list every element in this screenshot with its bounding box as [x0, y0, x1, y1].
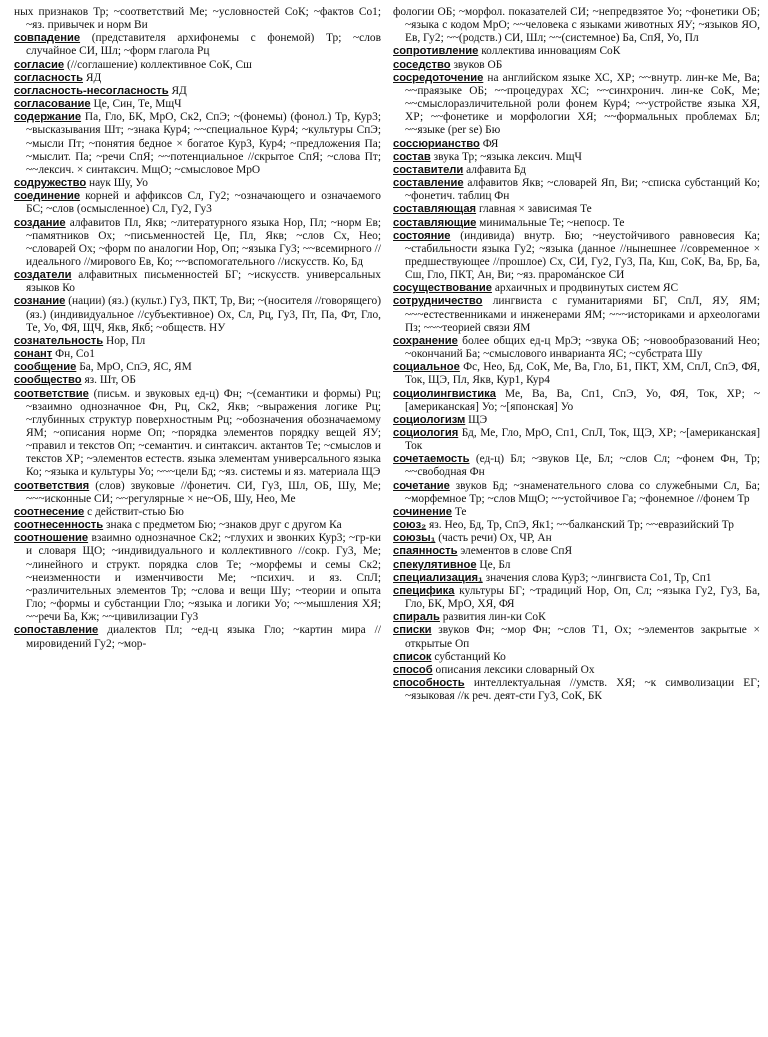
- entry-text: Те: [454, 505, 467, 518]
- entry-headword: способность: [393, 676, 465, 689]
- entry-text: значения слова Кур3; ~лингвиста Со1, Тр, Сп1: [485, 571, 712, 584]
- index-entry: [393, 572, 760, 585]
- entry-headword: сочетаемость: [393, 453, 470, 466]
- entry-headword: сосредоточение: [393, 71, 484, 84]
- entry-headword: состояние: [393, 229, 451, 242]
- index-entry: [14, 269, 381, 295]
- entry-headword: сохранение: [393, 334, 458, 347]
- entry-text: Фн, Со1: [55, 348, 95, 361]
- index-entry: [393, 664, 760, 677]
- entry-headword: совпадение: [14, 32, 81, 45]
- entry-headword: составители: [393, 163, 464, 176]
- entry-headword: составляющие: [393, 216, 477, 229]
- entry-text: архаичных и продвинутых систем ЯС: [494, 282, 679, 295]
- entry-headword: согласие: [14, 58, 65, 71]
- index-entry: [14, 295, 381, 334]
- index-entry: [393, 72, 760, 138]
- index-entry: [14, 388, 381, 480]
- entry-text: звуков Бд; ~знаменательного слова со служебными Сл, Ба; ~морфемное Тр; ~слов МщО; ~~устойчивое Га; ~фонемное //фонем Тр: [405, 479, 760, 505]
- entry-headword: сообщение: [14, 361, 77, 374]
- index-entry: [14, 335, 381, 348]
- index-entry: [14, 6, 381, 32]
- entry-text: (часть речи) Ох, ЧР, Ан: [438, 532, 552, 545]
- entry-headword: списки: [393, 624, 432, 637]
- entry-text: коллектива инновациям СоК: [481, 45, 621, 58]
- index-entry: [393, 651, 760, 664]
- index-entry: [14, 32, 381, 58]
- index-entry: [14, 532, 381, 624]
- entry-headword: соответствие: [14, 387, 89, 400]
- entry-headword: соотнесение: [14, 505, 85, 518]
- index-entry: [393, 45, 760, 58]
- entry-text: (письм. и звуковых ед-ц) Фн; ~(семантики и формы) Рц; ~взаимно однозначное Фн, Рц, Ск2, Якв; ~выражения логике Рц; ~глубинных структур поверхностным Рц; ~обозначения обозначаемому ЯМ; ~описания норме Оп; ~порядка элементов порядку вещей ЯУ; ~правил и текстов Оп; ~семантич. и синтаксич. актантов Те; ~смыслов и текстов ХР; ~элементов естеств. языка элементам универсального языка Ко; ~языка и культуры Уо; ~~~цели Бд; ~яз. системы и яз. материала ЩЭ: [26, 387, 381, 479]
- entry-text: (слов) звуковые //фонетич. СИ, Гу3, Шл, ОБ, Шу, Ме; ~~~исконные СИ; ~~регулярные × не~ОБ, Шу, Нео, Ме: [26, 479, 381, 505]
- entry-headword: спаянность: [393, 545, 458, 558]
- index-entry: [14, 72, 381, 85]
- index-entry: [393, 506, 760, 519]
- entry-text: алфавитов Пл, Якв; ~литературного языка Нор, Пл; ~норм Ев; ~памятников Ох; ~письменностей Це, Пл, Якв; ~слов Сх, Нео; ~словарей Ох; ~форм по аналогии Нор, Оп; ~языка Гу3; ~~всемирного //идеального //мирового Ев, Ко; ~~вспомогательного //искусств. Ко, Бд: [26, 216, 381, 268]
- entry-text: Ба, МрО, СпЭ, ЯС, ЯМ: [79, 361, 192, 374]
- entry-headword: соединение: [14, 190, 81, 203]
- index-entry: [393, 164, 760, 177]
- entry-text: лингвиста с гуманитариями БГ, СпЛ, ЯУ, ЯМ; ~~~естественниками и инженерами ЯМ; ~~~историками и археологами Пз; ~~~теорией связи ЯМ: [405, 295, 760, 334]
- entry-text: более общих ед-ц МрЭ; ~звука ОБ; ~новообразований Нео; ~окончаний Ба; ~смыслового инварианта ЯС; ~субстрата Шу: [405, 334, 760, 361]
- index-entry: [393, 59, 760, 72]
- entry-headword: социология: [393, 427, 459, 439]
- index-entry: [393, 388, 760, 414]
- entry-headword: социальное: [393, 361, 460, 374]
- index-column-left: [14, 6, 381, 1037]
- entry-headword: специализация₁: [393, 571, 483, 584]
- entry-headword: составление: [393, 177, 464, 190]
- index-entry: [14, 361, 381, 374]
- entry-text: алфавита Бд: [466, 163, 526, 176]
- entry-headword: согласность: [14, 71, 84, 84]
- entry-text: (индивида) внутр. Бю; ~неустойчивого равновесия Ка; ~стабильности языка Гу2; ~языка (данное //нынешнее //современное × предшествующее //прошлое) Сх, СИ, Гу2, Гу3, Па, Кш, СоК, Ва, Бр, Ба, Сш, Гло, ПКТ, Ан, Ви; ~яз. прарома́нское СИ: [405, 229, 760, 282]
- entry-text: Па, Гло, БК, МрО, Ск2, СпЭ; ~(фонемы) (фонол.) Тр, Кур3; ~высказывания Шт; ~знака Кур4; ~~специальное Кур4; ~культуры СпЭ; ~мысли Пт; ~понятия бедное × богатое Кур3, Кур4; ~предложения Па; ~мыслит. Па; ~речи СпЯ; ~~потенциальное //скрытое СпЯ; ~слова Пт; ~~лексич. × синтаксич. МщО; ~смысловое МрО: [26, 111, 381, 176]
- entry-headword: социологизм: [393, 413, 466, 426]
- entry-text: ФЯ: [482, 137, 499, 150]
- index-entry: [393, 177, 760, 203]
- entry-text: (ед-ц) Бл; ~звуков Це, Бл; ~слов Сл; ~фонем Фн, Тр; ~~свободная Фн: [405, 453, 760, 479]
- entry-text: взаимно однозначное Ск2; ~глухих и звонких Кур3; ~гр-ки и словаря ЩО; ~индивидуального и коллективного //сокр. Гу3, Ме; ~линейного и структ. порядка слов Те; ~морфемы и семы Ск2; ~неизменности и изменчивости Ме; ~психич. и яз. СпЛ; ~различительных элементов Тр; ~слова и вещи Шу; ~теории и опыта Гло; ~формы и субстанции Гло; ~языка и логики Уо; ~~мышления ХЯ; ~~речи Ба, Кж; ~~цивилизации Гу3: [26, 532, 381, 624]
- entry-text: субстанций Ко: [434, 650, 506, 663]
- index-column-right: [393, 6, 760, 1037]
- index-entry: [393, 138, 760, 151]
- entry-text: Це, Бл: [479, 558, 511, 571]
- index-entry: [393, 361, 760, 387]
- index-entry: [393, 519, 760, 532]
- index-entry: [393, 217, 760, 230]
- index-entry: [14, 59, 381, 72]
- entry-headword: специфика: [393, 584, 455, 597]
- entry-headword: сочетание: [393, 479, 450, 492]
- entry-text: интеллектуальная //умств. ХЯ; ~к символизации ЕГ; ~языковая //к реч. деят-сти Гу3, СоК, БК: [405, 676, 760, 703]
- index-entry: [14, 374, 381, 387]
- index-entry: [14, 217, 381, 270]
- entry-headword: соотношение: [14, 532, 89, 545]
- entry-text: корней и аффиксов Сл, Гу2; ~означающего и означаемого БС; ~слов (осмысленное) Сл, Гу2, Гу3: [26, 190, 381, 216]
- entry-text: (//соглашение) коллективное СоК, Сш: [66, 58, 252, 71]
- entry-headword: список: [393, 650, 432, 663]
- entry-text: описания лексики словарный Ох: [435, 663, 595, 676]
- entry-headword: союзы₁: [393, 532, 436, 545]
- entry-text: алфавитов Якв; ~словарей Яп, Ви; ~списка субстанций Ко; ~фонетич. таблиц Фн: [405, 177, 760, 203]
- entry-text: на английском языке ХС, ХР; ~~внутр. лин-ке Ме, Ва; ~~праязыке ОБ; ~~процедурах ХС; ~~синхронич. лин-ке СоК, Ме; ~~смыслоразличительной роли фонем Кур4; ~~устройстве языка ХЯ, ХР; ~~фонетике и морфологии ХЯ; ~~формальных проблемах Бл; ~~языке (per se) Бю: [405, 71, 760, 137]
- entry-headword: сознание: [14, 295, 66, 308]
- index-entry: [14, 98, 381, 111]
- entry-headword: союз₂: [393, 519, 427, 532]
- index-entry: [14, 190, 381, 216]
- index-entry: [393, 151, 760, 164]
- entry-text: с действит-стью Бю: [87, 505, 184, 518]
- index-entry: [14, 177, 381, 190]
- index-entry: [393, 559, 760, 572]
- entry-text: (представителя архифонемы с фонемой) Тр; ~слов случайное СИ, Шл; ~форм глагола Рц: [26, 32, 381, 58]
- entry-text: знака с предметом Бю; ~знаков друг с другом Ка: [106, 519, 342, 532]
- entry-text: яз. Нео, Бд, Тр, СпЭ, Як1; ~~балканский Тр; ~~евразийский Тр: [429, 519, 734, 532]
- index-entry: [393, 6, 760, 45]
- index-entry: [393, 203, 760, 216]
- entry-headword: состав: [393, 150, 431, 163]
- entry-text: ЩЭ: [468, 413, 488, 426]
- entry-text: наук Шу, Уо: [89, 177, 148, 190]
- entry-headword: согласование: [14, 98, 91, 111]
- index-entry: [393, 414, 760, 427]
- entry-headword: сочинение: [393, 505, 452, 518]
- entry-headword: содержание: [14, 111, 82, 124]
- index-entry: [393, 230, 760, 283]
- index-entry: [393, 427, 760, 453]
- entry-headword: сознательность: [14, 334, 104, 347]
- entry-headword: соседство: [393, 58, 451, 71]
- entry-text: элементов в слове СпЯ: [460, 545, 573, 558]
- entry-headword: сопоставление: [14, 624, 99, 637]
- entry-headword: социолингвистика: [393, 387, 496, 400]
- index-entry: [14, 348, 381, 361]
- index-entry: [393, 532, 760, 545]
- entry-text: Бд, Ме, Гло, МрО, Сп1, СпЛ, Ток, ЩЭ, ХР; ~[американская] Ток: [405, 427, 760, 453]
- entry-text: ЯД: [171, 84, 187, 97]
- index-entry: [393, 624, 760, 650]
- entry-text: минимальные Те; ~непоср. Те: [479, 216, 625, 229]
- index-entry: [14, 111, 381, 177]
- index-entry: [393, 677, 760, 703]
- index-entry: [393, 585, 760, 611]
- index-entry: [393, 282, 760, 295]
- index-entry: [393, 295, 760, 334]
- index-entry: [14, 85, 381, 98]
- entry-headword: содружество: [14, 177, 87, 190]
- entry-headword: способ: [393, 663, 433, 676]
- entry-headword: сопротивление: [393, 45, 479, 58]
- entry-text: культуры БГ; ~традиций Нор, Оп, Сл; ~языка Гу2, Гу3, Ба, Гло, БК, МрО, ХЯ, ФЯ: [405, 584, 760, 611]
- entry-headword: сотрудничество: [393, 295, 483, 308]
- entry-headword: соссюрианство: [393, 137, 480, 150]
- entry-text: звуков Фн; ~мор Фн; ~слов Т1, Ох; ~элементов закрытые × открытые Оп: [405, 624, 760, 650]
- index-entry: [14, 506, 381, 519]
- entry-headword: составляющая: [393, 203, 477, 216]
- entry-text: яз. Шт, ОБ: [84, 374, 136, 387]
- entry-headword: создание: [14, 216, 66, 229]
- entry-text: фологии ОБ; ~морфол. показателей СИ; ~непредвзятое Уо; ~фонетики ОБ; ~языка с кодом МрО; ~~человека с языками животных ЯУ; ~языков ЯО, Ев, Гу2; ~~(родств.) СИ, Шл; ~~(системное) Ба, СпЯ, Уо, Пл: [393, 6, 760, 45]
- index-entry: [393, 611, 760, 624]
- index-entry: [14, 519, 381, 532]
- index-entry: [14, 480, 381, 506]
- entry-text: алфавитных письменностей БГ; ~искусств. универсальных языков Ко: [26, 269, 381, 295]
- entry-headword: сообщество: [14, 374, 82, 387]
- entry-text: главная × зависимая Те: [478, 203, 592, 216]
- index-entry: [14, 624, 381, 650]
- entry-headword: создатели: [14, 269, 72, 282]
- entry-text: Це, Син, Те, МщЧ: [93, 98, 182, 111]
- entry-text: (нации) (яз.) (культ.) Гу3, ПКТ, Тр, Ви; ~(носителя //говорящего) (яз.) (индивидуальное //субъективное) Ох, Сл, Рц, Гу3, Пт, Па, Фт, Гло, Те, Уо, ФЯ, ЩЧ, Якв, Якб; ~обществ. НУ: [26, 295, 381, 334]
- entry-text: развития лин-ки СоК: [442, 611, 546, 624]
- entry-text: звуков ОБ: [453, 58, 503, 71]
- index-entry: [393, 480, 760, 506]
- entry-text: звука Тр; ~языка лексич. МщЧ: [433, 150, 582, 163]
- entry-headword: спираль: [393, 611, 440, 624]
- entry-headword: соотнесенность: [14, 519, 104, 532]
- entry-headword: сонант: [14, 348, 53, 361]
- index-entry: [393, 335, 760, 361]
- entry-headword: сосуществование: [393, 282, 492, 295]
- entry-headword: согласность-несогласность: [14, 84, 169, 97]
- entry-text: Нор, Пл: [106, 334, 146, 347]
- entry-text: диалектов Пл; ~ед-ц языка Гло; ~картин мира //мировидений Гу2; ~мор-: [26, 624, 381, 650]
- entry-headword: спекулятивное: [393, 558, 477, 571]
- index-entry: [393, 545, 760, 558]
- entry-text: ЯД: [85, 71, 102, 84]
- entry-headword: соответствия: [14, 479, 90, 492]
- entry-text: Фс, Нео, Бд, СоК, Ме, Ва, Гло, Б1, ПКТ, ХМ, СпЛ, СпЭ, ФЯ, Ток, ЩЭ, Пл, Якв, Кур1, Кур4: [405, 361, 760, 387]
- entry-text: ных признаков Тр; ~соответствий Ме; ~условностей СоК; ~фактов Со1; ~яз. привычек и норм Ви: [14, 6, 381, 32]
- index-entry: [393, 453, 760, 479]
- entry-text: Ме, Ва, Ва, Сп1, СпЭ, Уо, ФЯ, Ток, ХР; ~[американская] Уо; ~[японская] Уо: [405, 387, 760, 413]
